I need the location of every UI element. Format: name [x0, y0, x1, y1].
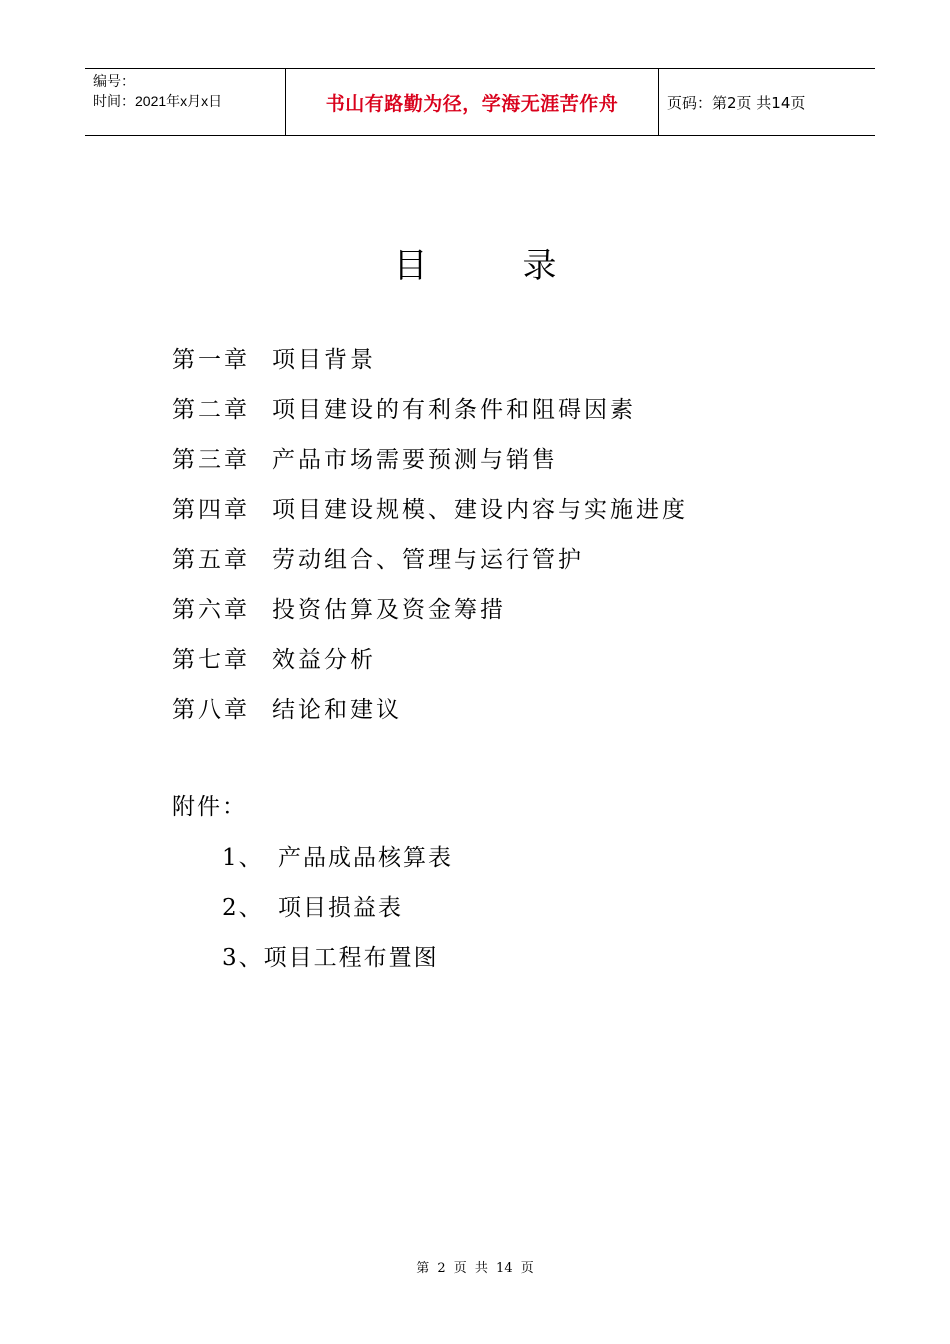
appendix-label: 附件： [172, 794, 247, 820]
toc-chapter-name: 劳动组合、管理与运行管护 [272, 547, 584, 573]
document-number-label: 编号： [93, 73, 135, 89]
toc-chapter-name: 产品市场需要预测与销售 [272, 447, 558, 473]
toc-chapter-name: 效益分析 [272, 647, 376, 673]
toc-item[interactable] [172, 390, 688, 440]
page-header [85, 68, 875, 136]
toc-chapter-name: 投资估算及资金筹措 [272, 597, 506, 623]
toc-item[interactable] [172, 540, 688, 590]
title-char-2: 录 [522, 246, 557, 286]
header-page-info: 页码：第2页 共14页 [667, 93, 806, 112]
toc-item[interactable] [172, 490, 688, 540]
header-motto-cell [286, 69, 659, 135]
toc-chapter: 第一章 [172, 347, 250, 373]
header-meta-cell [85, 69, 286, 135]
toc-chapter: 第五章 [172, 547, 250, 573]
appendix-item-number: 2、 [222, 895, 264, 921]
toc-chapter-name: 项目建设的有利条件和阻碍因素 [272, 397, 636, 423]
toc-chapter: 第七章 [172, 647, 250, 673]
document-time-label: 时间：2021年x月x日 [93, 93, 223, 109]
toc-chapter-name: 结论和建议 [272, 697, 402, 723]
appendix-item-name: 项目损益表 [278, 895, 403, 921]
toc-chapter: 第六章 [172, 597, 250, 623]
header-motto: 书山有路勤为径，学海无涯苦作舟 [325, 92, 619, 115]
toc-item[interactable] [172, 640, 688, 690]
toc-item[interactable] [172, 340, 688, 390]
appendix-item[interactable] [222, 838, 453, 888]
toc-item[interactable] [172, 690, 688, 740]
title-char-1: 目 [393, 246, 428, 286]
toc-item[interactable] [172, 440, 688, 490]
page-footer: 第 2 页 共 14 页 [416, 1261, 534, 1276]
appendix-item[interactable] [222, 888, 453, 938]
toc-chapter: 第四章 [172, 497, 250, 523]
toc-chapter: 第八章 [172, 697, 250, 723]
appendix-list [222, 838, 453, 988]
toc-chapter: 第二章 [172, 397, 250, 423]
toc-chapter: 第三章 [172, 447, 250, 473]
appendix-item-name: 产品成品核算表 [278, 845, 453, 871]
appendix-item-number: 1、 [222, 845, 264, 871]
page-title [0, 238, 950, 287]
header-page-cell [659, 69, 875, 135]
toc-chapter-name: 项目建设规模、建设内容与实施进度 [272, 497, 688, 523]
appendix-item[interactable] [222, 938, 453, 988]
table-of-contents [172, 340, 688, 740]
appendix-item-number: 3、 [222, 945, 264, 971]
appendix-item-name: 项目工程布置图 [263, 945, 439, 971]
toc-chapter-name: 项目背景 [272, 347, 376, 373]
toc-item[interactable] [172, 590, 688, 640]
